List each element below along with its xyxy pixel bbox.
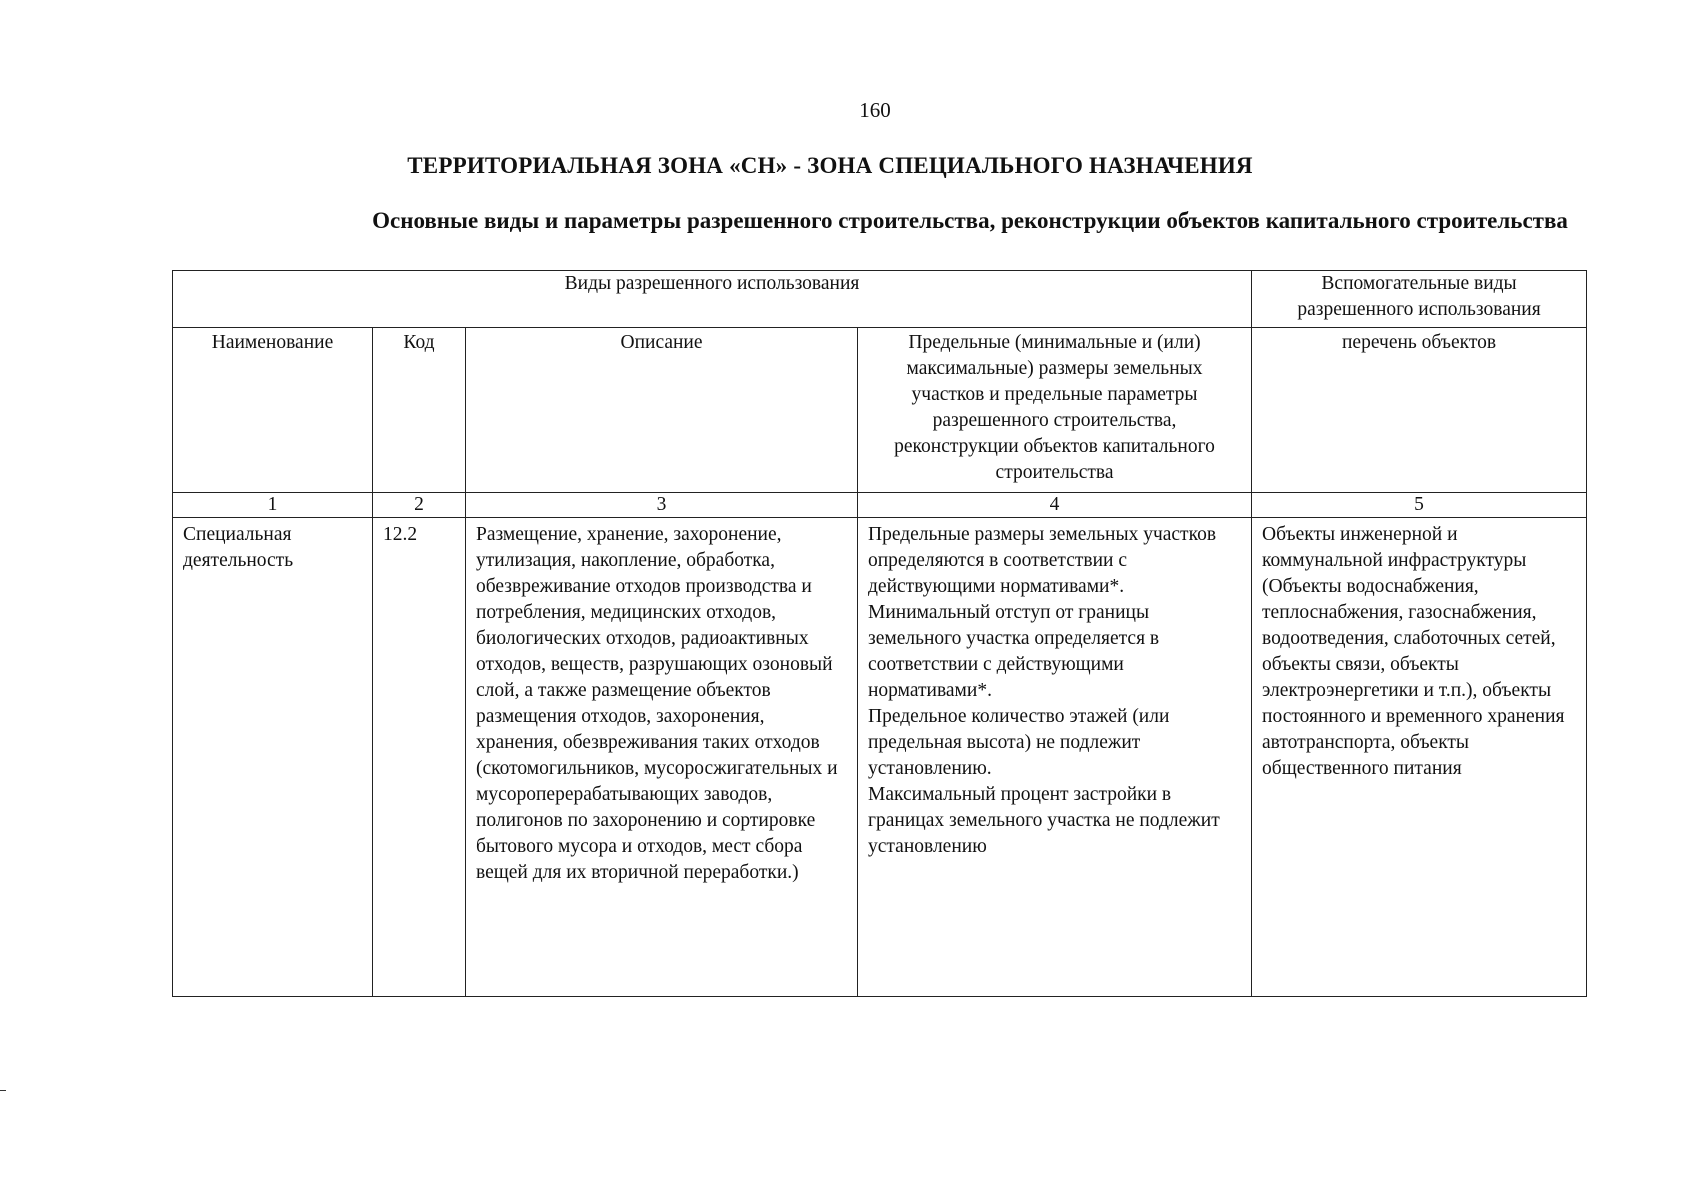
cell-limits: Предельные размеры земельных участков определяются в соответствии с действующими нормативами*. Минимальный отступ от границы земельного участка определяется в соответствии с действующими нормативами*. Предельное количество этажей (или предельная высота) не подлежит установлению. Максимальный процент застройки в границах земельного участка не подлежит установлению [858,518,1252,997]
column-header-limits: Предельные (минимальные и (или) максимальные) размеры земельных участков и предельные параметры разрешенного строительства, реконструкции объектов капитального строительства [858,328,1252,493]
table-header-main [173,271,1587,328]
permitted-use-table [172,270,1587,997]
page-number: 160 [859,98,891,122]
table-subtitle: Основные виды и параметры разрешенного строительства, реконструкции объектов капитального строительства [372,208,1568,233]
cell-name: Специальная деятельность [173,518,373,997]
column-number: 4 [858,493,1252,518]
column-number: 5 [1252,493,1587,518]
table-header-columns [173,328,1587,493]
cell-code: 12.2 [373,518,466,997]
column-header-code: Код [373,328,466,493]
table-row [173,518,1587,997]
column-header-objects: перечень объектов [1252,328,1587,493]
column-number: 1 [173,493,373,518]
column-number: 2 [373,493,466,518]
column-header-description: Описание [466,328,858,493]
table-column-numbers [173,493,1587,518]
header-auxiliary-uses: Вспомогательные виды разрешенного использования [1252,271,1587,328]
column-number: 3 [466,493,858,518]
zone-title: ТЕРРИТОРИАЛЬНАЯ ЗОНА «СН» - ЗОНА СПЕЦИАЛЬНОГО НАЗНАЧЕНИЯ [407,153,1253,178]
cell-description: Размещение, хранение, захоронение, утилизация, накопление, обработка, обезвреживание отходов производства и потребления, медицинских отходов, биологических отходов, радиоактивных отходов, веществ, разрушающих озоновый слой, а также размещение объектов размещения отходов, захоронения, хранения, обезвреживания таких отходов (скотомогильников, мусоросжигательных и мусороперерабатывающих заводов, полигонов по захоронению и сортировке бытового мусора и отходов, мест сбора вещей для их вторичной переработки.) [466,518,858,997]
scan-edge-mark [0,1090,6,1091]
header-permitted-uses: Виды разрешенного использования [173,271,1252,328]
column-header-name: Наименование [173,328,373,493]
cell-objects: Объекты инженерной и коммунальной инфраструктуры (Объекты водоснабжения, теплоснабжения, газоснабжения, водоотведения, слаботочных сетей, объекты связи, объекты электроэнергетики и т.п.), объекты постоянного и временного хранения автотранспорта, объекты общественного питания [1252,518,1587,997]
